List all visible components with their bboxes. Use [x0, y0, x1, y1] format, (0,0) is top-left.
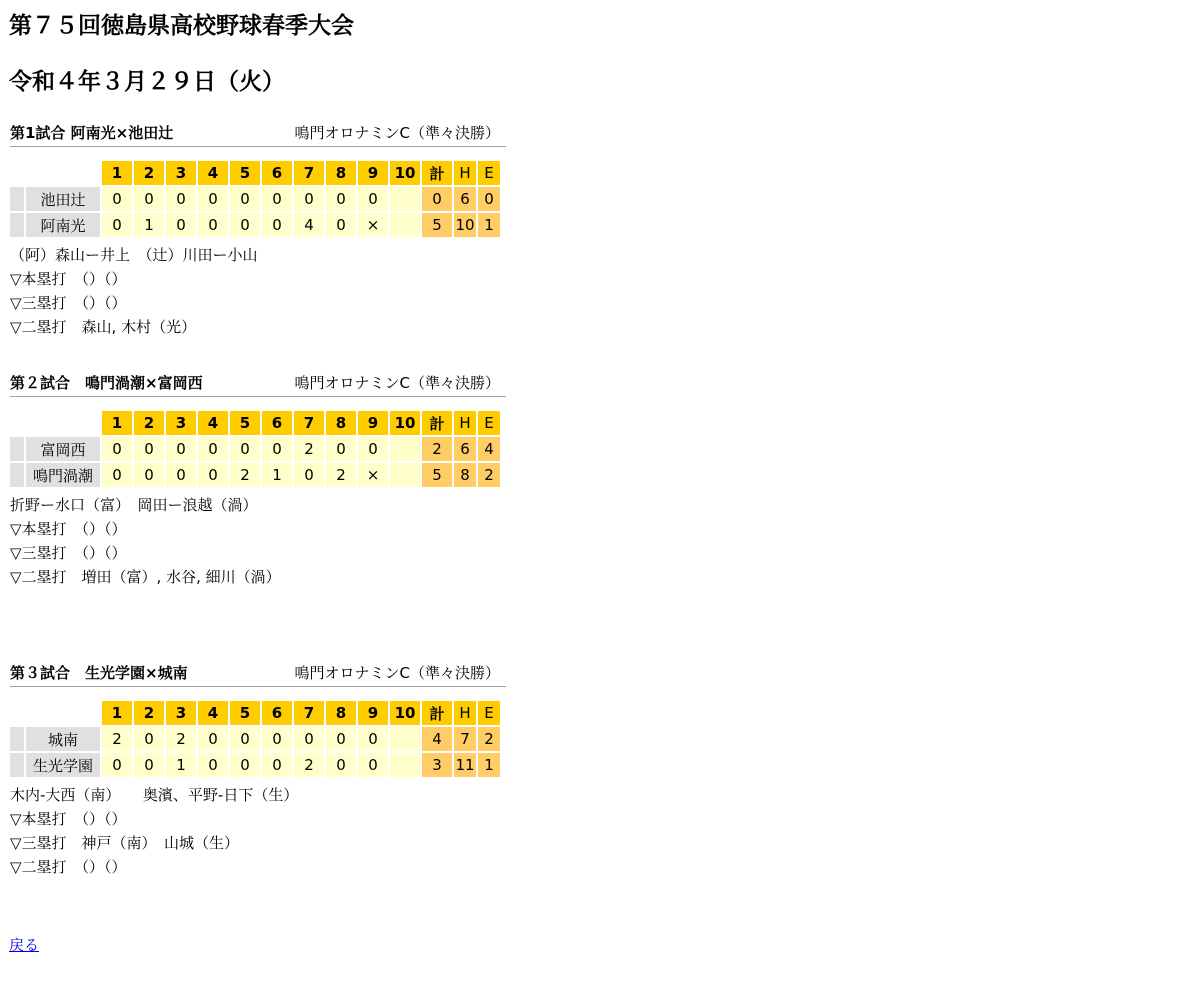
header-inning: 7 [294, 161, 324, 185]
home-run-line: ▽本塁打 （）（） [10, 810, 127, 828]
header-inning: 3 [166, 411, 196, 435]
inning-score: 2 [230, 463, 260, 487]
inning-score: 0 [198, 753, 228, 777]
inning-score: 0 [230, 727, 260, 751]
game-3 [10, 660, 506, 879]
header-inning: 8 [326, 701, 356, 725]
header-inning: 5 [230, 701, 260, 725]
header-inning: 5 [230, 161, 260, 185]
scoreboard [8, 159, 502, 239]
header-blank [26, 411, 100, 435]
header-errors: E [478, 701, 500, 725]
hits: 10 [454, 213, 476, 237]
header-inning: 9 [358, 161, 388, 185]
header-total: 計 [422, 701, 452, 725]
header-inning: 3 [166, 161, 196, 185]
inning-score: 0 [262, 187, 292, 211]
inning-score: 0 [326, 213, 356, 237]
inning-score: 0 [134, 727, 164, 751]
inning-score [390, 753, 420, 777]
row-marker [10, 727, 24, 751]
inning-score: 0 [102, 437, 132, 461]
inning-score [390, 213, 420, 237]
inning-score: 0 [166, 437, 196, 461]
game-notes [10, 243, 506, 339]
inning-score: 0 [326, 437, 356, 461]
inning-score: × [358, 463, 388, 487]
team-name: 池田辻 [26, 187, 100, 211]
scoreboard-header [10, 161, 500, 185]
inning-score: 0 [294, 187, 324, 211]
double-line: ▽二塁打 森山, 木村（光） [10, 318, 197, 336]
row-marker [10, 753, 24, 777]
game-venue: 鳴門オロナミンC（準々決勝） [294, 664, 500, 682]
header-inning: 9 [358, 701, 388, 725]
inning-score: 0 [294, 727, 324, 751]
header-inning: 7 [294, 701, 324, 725]
total-runs: 0 [422, 187, 452, 211]
header-inning: 9 [358, 411, 388, 435]
header-inning: 6 [262, 161, 292, 185]
inning-score: 0 [326, 187, 356, 211]
inning-score: 0 [166, 463, 196, 487]
double-line: ▽二塁打 （）（） [10, 858, 127, 876]
header-hits: H [454, 701, 476, 725]
page-title: 第７５回徳島県高校野球春季大会 [9, 13, 354, 39]
inning-score: 0 [230, 213, 260, 237]
triple-line: ▽三塁打 神戸（南） 山城（生） [10, 834, 240, 852]
header-inning: 7 [294, 411, 324, 435]
header-blank [26, 161, 100, 185]
team-name: 阿南光 [26, 213, 100, 237]
header-inning: 10 [390, 701, 420, 725]
game-2 [10, 370, 506, 589]
team-name: 富岡西 [26, 437, 100, 461]
inning-score: 0 [262, 753, 292, 777]
hits: 6 [454, 187, 476, 211]
inning-score: 0 [102, 213, 132, 237]
inning-score: 1 [262, 463, 292, 487]
header-blank [26, 701, 100, 725]
inning-score: 0 [262, 437, 292, 461]
hits: 8 [454, 463, 476, 487]
scoreboard-header [10, 701, 500, 725]
home-run-line: ▽本塁打 （）（） [10, 270, 127, 288]
inning-score: 2 [294, 437, 324, 461]
double-line: ▽二塁打 増田（富）, 水谷, 細川（渦） [10, 568, 281, 586]
battery-line: 木内-大西（南） 奥濱、平野-日下（生） [10, 786, 299, 804]
errors: 1 [478, 213, 500, 237]
total-runs: 2 [422, 437, 452, 461]
errors: 2 [478, 463, 500, 487]
header-inning: 2 [134, 411, 164, 435]
triple-line: ▽三塁打 （）（） [10, 294, 127, 312]
team-row [10, 437, 500, 461]
total-runs: 5 [422, 463, 452, 487]
header-inning: 8 [326, 411, 356, 435]
inning-score: 4 [294, 213, 324, 237]
inning-score: 2 [294, 753, 324, 777]
row-marker [10, 437, 24, 461]
inning-score: 0 [198, 437, 228, 461]
game-header [10, 120, 506, 147]
team-row [10, 213, 500, 237]
game-label: 第３試合 生光学園×城南 [10, 664, 188, 682]
triple-line: ▽三塁打 （）（） [10, 544, 127, 562]
inning-score: 0 [358, 727, 388, 751]
inning-score [390, 463, 420, 487]
team-row [10, 753, 500, 777]
inning-score: 0 [102, 187, 132, 211]
game-header [10, 660, 506, 687]
row-marker [10, 213, 24, 237]
header-total: 計 [422, 411, 452, 435]
team-row [10, 187, 500, 211]
header-blank [10, 161, 24, 185]
inning-score: 0 [230, 437, 260, 461]
inning-score: 0 [358, 753, 388, 777]
inning-score: 0 [294, 463, 324, 487]
row-marker [10, 187, 24, 211]
inning-score: 2 [166, 727, 196, 751]
team-row [10, 727, 500, 751]
inning-score: 0 [166, 187, 196, 211]
inning-score: 0 [134, 437, 164, 461]
game-venue: 鳴門オロナミンC（準々決勝） [294, 374, 500, 392]
inning-score: 0 [134, 463, 164, 487]
header-inning: 1 [102, 161, 132, 185]
header-inning: 4 [198, 701, 228, 725]
inning-score: 0 [262, 213, 292, 237]
inning-score [390, 727, 420, 751]
header-errors: E [478, 411, 500, 435]
total-runs: 3 [422, 753, 452, 777]
back-link[interactable]: 戻る [9, 936, 40, 954]
header-inning: 2 [134, 701, 164, 725]
total-runs: 4 [422, 727, 452, 751]
inning-score [390, 187, 420, 211]
header-inning: 10 [390, 161, 420, 185]
inning-score: 0 [198, 187, 228, 211]
game-notes [10, 493, 506, 589]
header-hits: H [454, 411, 476, 435]
inning-score: 0 [102, 463, 132, 487]
total-runs: 5 [422, 213, 452, 237]
game-label: 第1試合 阿南光×池田辻 [10, 124, 174, 142]
inning-score: 1 [134, 213, 164, 237]
home-run-line: ▽本塁打 （）（） [10, 520, 127, 538]
header-inning: 4 [198, 411, 228, 435]
inning-score: 0 [166, 213, 196, 237]
inning-score: 0 [326, 753, 356, 777]
inning-score: 2 [326, 463, 356, 487]
inning-score: 2 [102, 727, 132, 751]
inning-score: 0 [230, 187, 260, 211]
inning-score: 0 [326, 727, 356, 751]
hits: 7 [454, 727, 476, 751]
page-date: 令和４年３月２９日（火） [9, 69, 285, 95]
inning-score: × [358, 213, 388, 237]
header-inning: 8 [326, 161, 356, 185]
header-inning: 4 [198, 161, 228, 185]
inning-score: 0 [198, 213, 228, 237]
inning-score: 1 [166, 753, 196, 777]
team-name: 鳴門渦潮 [26, 463, 100, 487]
team-name: 城南 [26, 727, 100, 751]
game-1 [10, 120, 506, 339]
game-label: 第２試合 鳴門渦潮×富岡西 [10, 374, 203, 392]
header-inning: 3 [166, 701, 196, 725]
errors: 2 [478, 727, 500, 751]
inning-score: 0 [358, 437, 388, 461]
game-venue: 鳴門オロナミンC（準々決勝） [294, 124, 500, 142]
errors: 1 [478, 753, 500, 777]
inning-score: 0 [102, 753, 132, 777]
errors: 4 [478, 437, 500, 461]
header-blank [10, 701, 24, 725]
inning-score: 0 [134, 753, 164, 777]
game-header [10, 370, 506, 397]
inning-score: 0 [134, 187, 164, 211]
inning-score: 0 [198, 463, 228, 487]
header-inning: 1 [102, 411, 132, 435]
header-inning: 6 [262, 701, 292, 725]
header-inning: 2 [134, 161, 164, 185]
header-total: 計 [422, 161, 452, 185]
row-marker [10, 463, 24, 487]
inning-score [390, 437, 420, 461]
header-inning: 10 [390, 411, 420, 435]
header-inning: 5 [230, 411, 260, 435]
header-hits: H [454, 161, 476, 185]
scoreboard [8, 409, 502, 489]
battery-line: 折野ー水口（富） 岡田ー浪越（渦） [10, 496, 258, 514]
header-blank [10, 411, 24, 435]
errors: 0 [478, 187, 500, 211]
hits: 11 [454, 753, 476, 777]
team-row [10, 463, 500, 487]
game-notes [10, 783, 506, 879]
header-inning: 1 [102, 701, 132, 725]
battery-line: （阿）森山ー井上 （辻）川田ー小山 [10, 246, 258, 264]
scoreboard [8, 699, 502, 779]
inning-score: 0 [230, 753, 260, 777]
inning-score: 0 [262, 727, 292, 751]
hits: 6 [454, 437, 476, 461]
inning-score: 0 [198, 727, 228, 751]
inning-score: 0 [358, 187, 388, 211]
header-inning: 6 [262, 411, 292, 435]
team-name: 生光学園 [26, 753, 100, 777]
header-errors: E [478, 161, 500, 185]
scoreboard-header [10, 411, 500, 435]
